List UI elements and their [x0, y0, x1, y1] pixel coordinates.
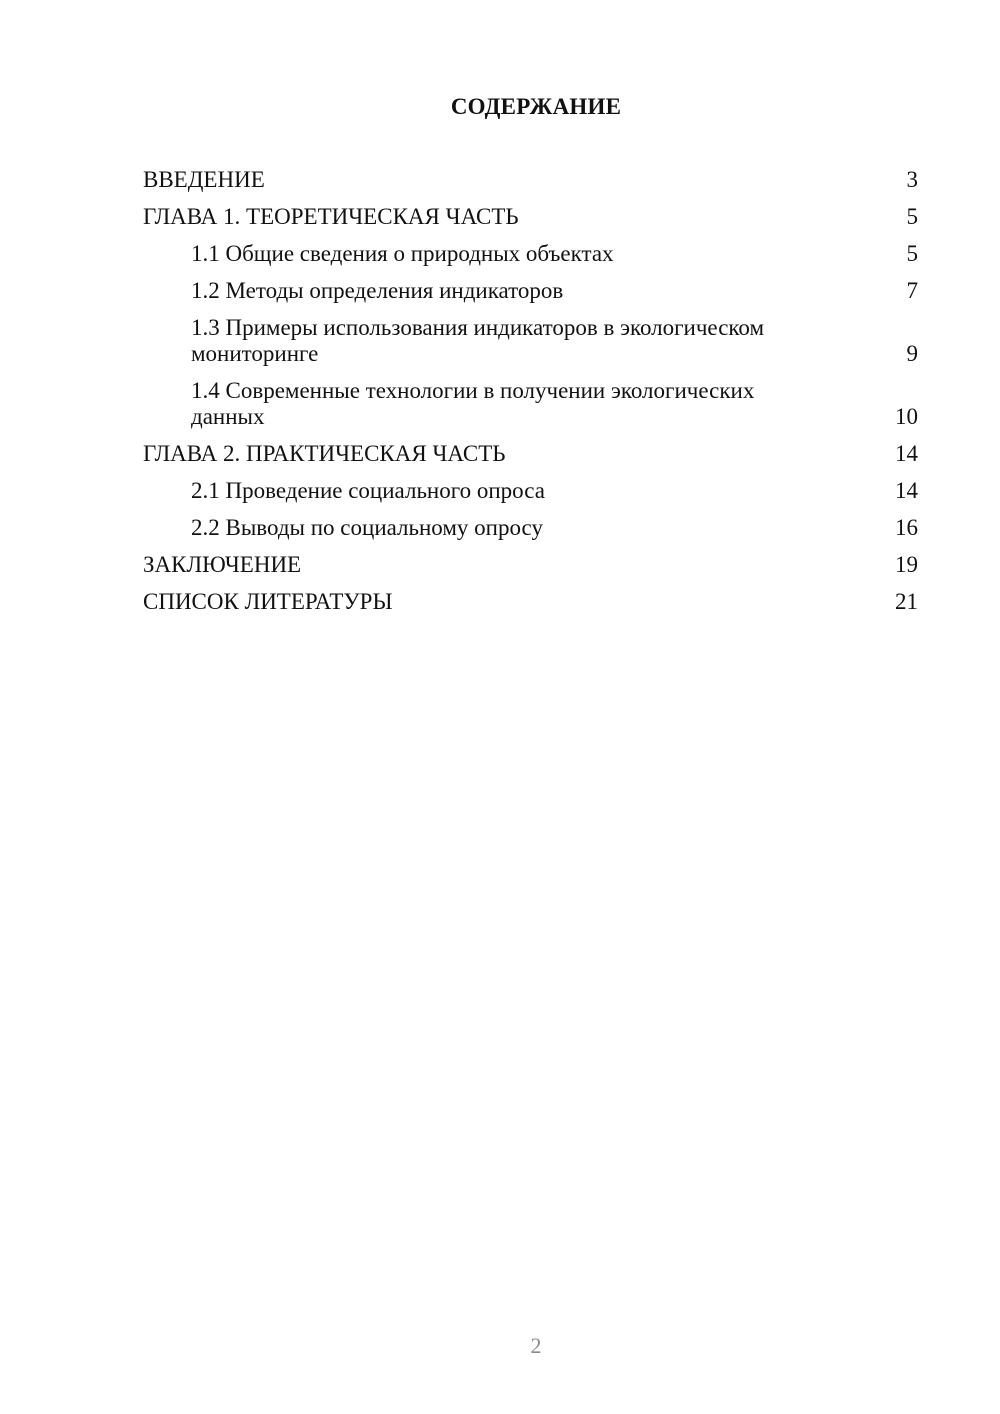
toc-entry-page: 16	[895, 515, 918, 540]
toc-entry-page: 14	[895, 441, 918, 466]
toc-entry-label: 1.1 Общие сведения о природных объектах	[191, 241, 614, 266]
page-number: 2	[530, 1333, 542, 1358]
toc-entry-section-2-1	[143, 478, 918, 504]
toc-entry-page: 5	[906, 204, 918, 229]
toc-entry-label: ГЛАВА 2. ПРАКТИЧЕСКАЯ ЧАСТЬ	[143, 441, 506, 466]
toc-entry-page: 3	[906, 167, 918, 192]
toc-entry-page: 14	[895, 478, 918, 503]
toc-title: СОДЕРЖАНИЕ	[450, 94, 622, 119]
toc-entry-page: 9	[906, 341, 918, 366]
toc-entry-section-2-2	[143, 515, 918, 541]
toc-entry-page: 21	[895, 589, 918, 614]
toc-entry-label: 1.4 Современные технологии в получении экологических данных	[191, 378, 755, 429]
toc-entry-label: 2.1 Проведение социального опроса	[191, 478, 545, 503]
toc-entry-section-1-3	[143, 315, 918, 367]
table-of-contents	[143, 167, 918, 626]
toc-entry-label: СПИСОК ЛИТЕРАТУРЫ	[143, 589, 393, 614]
toc-entry-section-1-1	[143, 241, 918, 267]
toc-entry-label: ВВЕДЕНИЕ	[143, 167, 265, 192]
toc-entry-chapter-1	[143, 204, 918, 230]
toc-entry-introduction	[143, 167, 918, 193]
toc-entry-section-1-4	[143, 378, 918, 430]
toc-entry-label: ГЛАВА 1. ТЕОРЕТИЧЕСКАЯ ЧАСТЬ	[143, 204, 519, 229]
toc-entry-references	[143, 589, 918, 615]
toc-entry-label: 1.2 Методы определения индикаторов	[191, 278, 564, 303]
toc-entry-chapter-2	[143, 441, 918, 467]
toc-entry-label: ЗАКЛЮЧЕНИЕ	[143, 552, 302, 577]
toc-entry-page: 5	[906, 241, 918, 266]
toc-entry-page: 7	[906, 278, 918, 303]
toc-entry-section-1-2	[143, 278, 918, 304]
toc-entry-label: 1.3 Примеры использования индикаторов в экологическом мониторинге	[191, 315, 765, 366]
toc-entry-page: 19	[895, 552, 918, 577]
toc-entry-conclusion	[143, 552, 918, 578]
toc-entry-label: 2.2 Выводы по социальному опросу	[191, 515, 543, 540]
toc-entry-page: 10	[895, 404, 918, 429]
